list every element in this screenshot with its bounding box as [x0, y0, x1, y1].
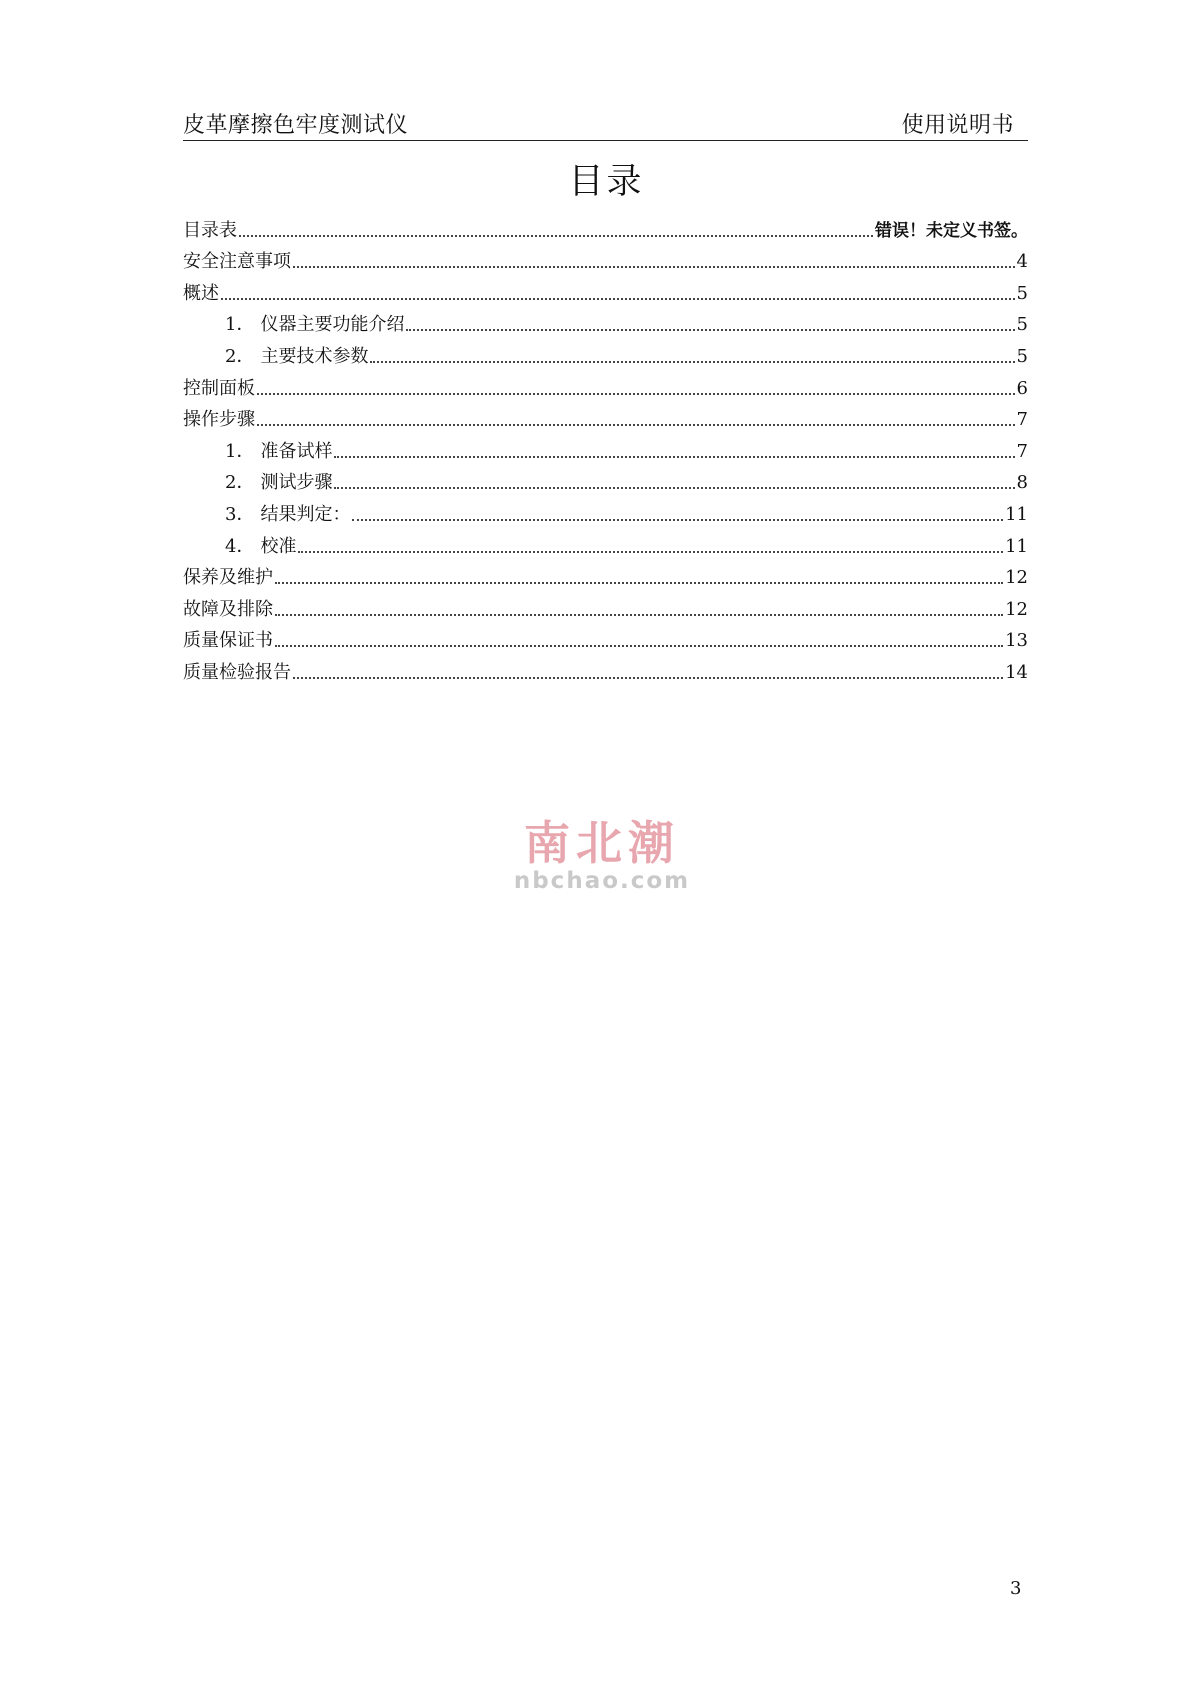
toc-entry[interactable]	[183, 336, 1028, 368]
toc-entry-number: 4．	[225, 535, 255, 557]
toc-entry-number: 2．	[225, 345, 255, 367]
toc-entry-label	[225, 472, 332, 494]
toc-dot-leader	[275, 614, 1003, 616]
toc-entry-label	[183, 409, 255, 431]
toc-entry[interactable]	[183, 242, 1028, 274]
toc-entry[interactable]	[183, 526, 1028, 558]
toc-entry-label	[183, 662, 291, 684]
toc-page-number: 8	[1016, 472, 1028, 494]
toc-dot-leader	[257, 393, 1015, 395]
toc-entry-text: 概述	[183, 282, 219, 304]
header-manual-label: 使用说明书	[901, 113, 1014, 138]
toc-heading: 目录	[568, 162, 645, 202]
toc-entry-label	[183, 630, 273, 652]
toc-entry[interactable]	[183, 652, 1028, 684]
toc-entry-label	[225, 346, 368, 368]
toc-entry-text: 仪器主要功能介绍	[260, 314, 405, 336]
toc-entry-label	[225, 441, 332, 463]
toc-page-number: 11	[1005, 503, 1028, 525]
toc-dot-leader	[370, 361, 1014, 363]
page-header	[183, 104, 1028, 141]
toc-entry-text: 质量检验报告	[183, 661, 291, 683]
toc-entry-number: 2．	[225, 472, 255, 494]
toc-entry[interactable]	[183, 431, 1028, 463]
toc-page-number: 5	[1016, 345, 1028, 367]
toc-entry[interactable]	[183, 621, 1028, 653]
toc-entry-label	[183, 378, 255, 400]
toc-dot-leader	[275, 582, 1003, 584]
toc-dot-leader	[293, 677, 1003, 679]
toc-entry-label	[183, 251, 291, 273]
toc-dot-leader	[221, 298, 1015, 300]
toc-page-number: 4	[1016, 251, 1028, 273]
watermark-logo-domain: nbchao.com	[513, 868, 691, 894]
toc-page-number: 6	[1016, 377, 1028, 399]
toc-dot-leader	[334, 487, 1014, 489]
toc-entry-label	[225, 536, 296, 558]
toc-dot-leader	[334, 456, 1014, 458]
toc-entry[interactable]	[183, 305, 1028, 337]
toc-page-number: 13	[1005, 630, 1028, 652]
toc-entry-text: 控制面板	[183, 377, 255, 399]
toc-entry-text: 准备试样	[260, 440, 333, 462]
toc-entry-text: 校准	[260, 535, 297, 557]
toc-entry[interactable]	[183, 400, 1028, 432]
toc-entry[interactable]	[183, 368, 1028, 400]
toc-entry-text: 目录表	[183, 219, 237, 241]
toc-entry-label	[225, 504, 350, 526]
toc-dot-leader	[239, 235, 873, 237]
toc-entry[interactable]	[183, 210, 1028, 242]
toc-page-number: 5	[1016, 314, 1028, 336]
toc-entry-text: 安全注意事项	[183, 251, 291, 273]
watermark-logo-chinese: 南北潮	[524, 816, 680, 870]
toc-entry-text: 结果判定：	[260, 503, 351, 525]
toc-entry-label	[183, 567, 273, 589]
toc-page-number: 7	[1016, 409, 1028, 431]
toc-dot-leader	[352, 519, 1003, 521]
header-document-title: 皮革摩擦色牢度测试仪	[183, 113, 409, 138]
toc-entry-number: 1．	[225, 440, 255, 462]
toc-page-number: 12	[1005, 598, 1028, 620]
toc-bookmark-error: 错误！未定义书签。	[875, 220, 1028, 241]
toc-entry-number: 3．	[225, 503, 255, 525]
toc-entry-label	[225, 314, 404, 336]
toc-entry[interactable]	[183, 273, 1028, 305]
toc-entry-text: 保养及维护	[183, 567, 273, 589]
table-of-contents	[183, 210, 1028, 684]
toc-entry-label	[183, 283, 219, 305]
toc-dot-leader	[298, 551, 1003, 553]
toc-entry-number: 1．	[225, 314, 255, 336]
toc-entry-text: 主要技术参数	[260, 345, 369, 367]
toc-entry-label	[183, 599, 273, 621]
toc-dot-leader	[275, 645, 1003, 647]
toc-entry[interactable]	[183, 558, 1028, 590]
toc-page-number: 14	[1005, 661, 1028, 683]
watermark-logo	[512, 818, 692, 908]
toc-page-number: 5	[1016, 282, 1028, 304]
toc-entry[interactable]	[183, 463, 1028, 495]
toc-dot-leader	[257, 424, 1015, 426]
toc-entry-text: 故障及排除	[183, 598, 273, 620]
toc-entry[interactable]	[183, 494, 1028, 526]
toc-page-number: 7	[1016, 440, 1028, 462]
page-number: 3	[1010, 1578, 1022, 1599]
toc-entry[interactable]	[183, 589, 1028, 621]
toc-page-number: 11	[1005, 535, 1028, 557]
toc-dot-leader	[406, 329, 1014, 331]
toc-dot-leader	[293, 266, 1015, 268]
toc-entry-text: 质量保证书	[183, 630, 273, 652]
toc-entry-text: 测试步骤	[260, 472, 333, 494]
toc-entry-text: 操作步骤	[183, 409, 255, 431]
toc-entry-label	[183, 220, 237, 242]
toc-page-number: 12	[1005, 567, 1028, 589]
